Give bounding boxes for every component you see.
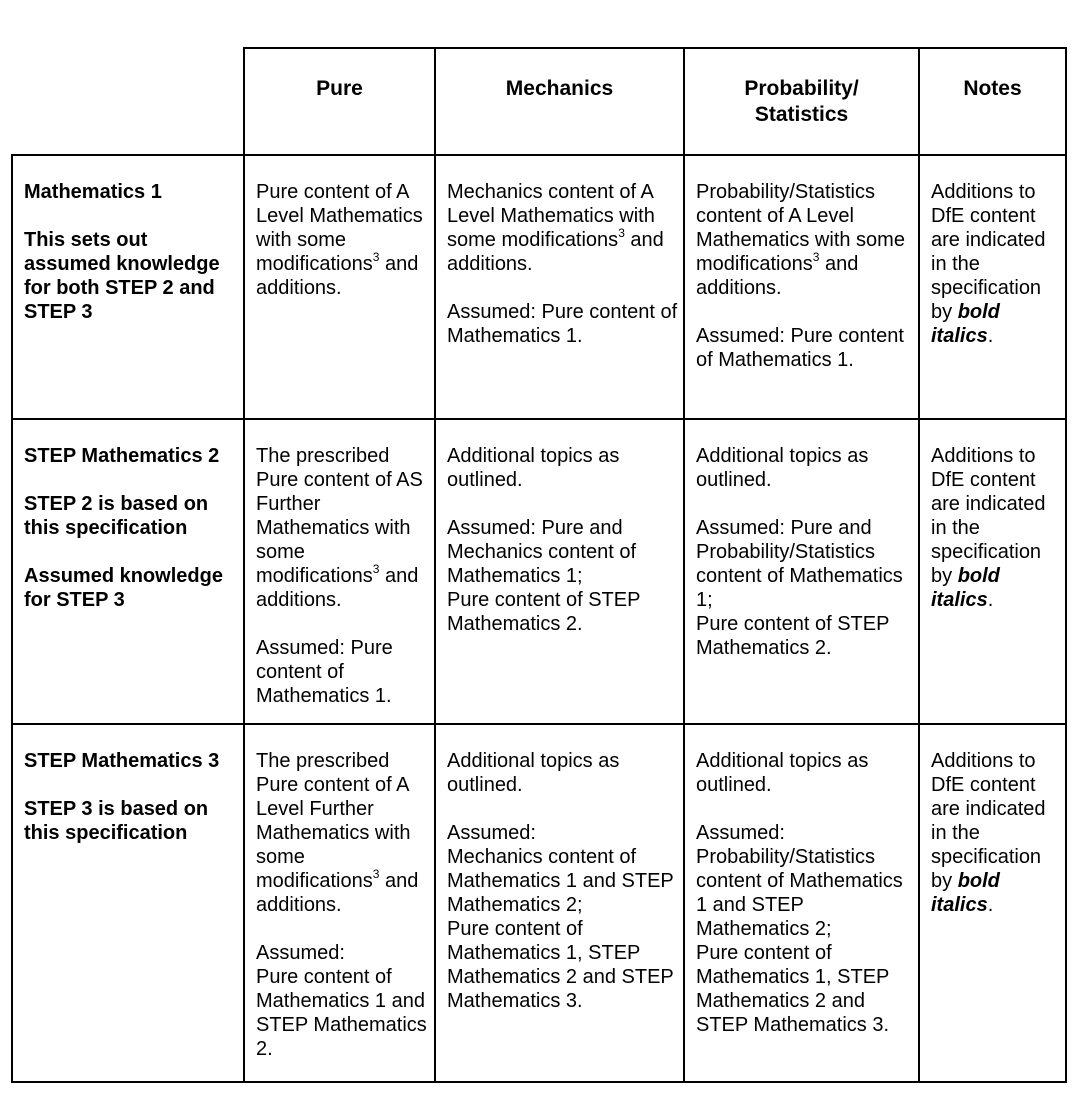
row2-probability-assumed (696, 516, 912, 660)
row2-probability-text: Additional topics as outlined. (696, 445, 869, 491)
row1-probability-text (696, 180, 912, 300)
table-border-bottom (11, 1081, 1067, 1083)
row3-pure-assumed (256, 941, 428, 1061)
row1-probability-main: Probability/Statistics content of A Level Mathematics with some modifications (696, 181, 905, 275)
row2-mechanics-assumed-2: Pure content of STEP Mathematics 2. (447, 589, 641, 635)
row3-mechanics-assumed (447, 821, 679, 1013)
row1-mechanics-tail: and additions. (447, 229, 664, 275)
row2-heading (24, 444, 238, 612)
header-pure-label: Pure (316, 77, 363, 100)
row3-mechanics-text: Additional topics as outlined. (447, 750, 620, 796)
table-border-top-header (243, 47, 1067, 49)
row1-subtitle: This sets out assumed knowledge for both STEP 2 and STEP 3 (24, 229, 220, 323)
row2-notes-emphasis: bold italics (931, 565, 1000, 611)
row2-subtitle: STEP 2 is based on this specification (24, 493, 209, 539)
row3-pure-assumed-1: Assumed: (256, 942, 345, 964)
footnote-ref: 3 (812, 250, 820, 265)
table-divider-pure (243, 47, 245, 1083)
row3-pure-cell (256, 749, 428, 1061)
row3-probability-assumed-3: Pure content of Mathematics 1, STEP Mathematics 2 and STEP Mathematics 3. (696, 942, 890, 1036)
table-border-row1-top (11, 154, 1067, 156)
row2-notes-pre: Additions to DfE content are indicated in the specification by (931, 445, 1046, 587)
row3-notes-pre: Additions to DfE content are indicated in the specification by (931, 750, 1046, 892)
row1-mechanics-text (447, 180, 679, 276)
row2-pure-assumed: Assumed: Pure content of Mathematics 1. (256, 637, 393, 707)
table-border-row3-top (11, 723, 1067, 725)
header-probability-line2: Statistics (754, 103, 849, 126)
row1-mechanics-assumed: Assumed: Pure content of Mathematics 1. (447, 301, 678, 347)
row2-pure-cell (256, 444, 428, 708)
table-border-row2-top (11, 418, 1067, 420)
row3-pure-tail: and additions. (256, 870, 419, 916)
footnote-ref: 3 (372, 867, 380, 882)
header-notes-label: Notes (963, 77, 1022, 100)
row3-mechanics-assumed-2: Mechanics content of Mathematics 1 and STEP Mathematics 2; (447, 846, 674, 916)
row2-mechanics-cell (447, 444, 679, 636)
row1-probability-tail: and additions. (696, 253, 859, 299)
table-border-right (1065, 47, 1067, 1083)
row1-pure-text (256, 180, 428, 300)
row2-pure-tail: and additions. (256, 565, 419, 611)
row1-notes-text (931, 180, 1061, 348)
row3-notes-cell (931, 749, 1061, 917)
row2-mechanics-assumed-1: Assumed: Pure and Mechanics content of Mathematics 1; (447, 517, 636, 587)
row3-subtitle: STEP 3 is based on this specification (24, 798, 209, 844)
row3-probability-assumed (696, 821, 912, 1037)
row2-notes-text (931, 444, 1061, 612)
table-divider-notes (918, 47, 920, 1083)
row2-probability-assumed-1: Assumed: Pure and Probability/Statistics content of Mathematics 1; (696, 517, 903, 611)
header-probability-line1: Probability/ (744, 77, 859, 100)
row2-title: STEP Mathematics 2 (24, 445, 220, 467)
row1-mechanics-main: Mechanics content of A Level Mathematics with some modifications (447, 181, 655, 251)
header-pure (245, 76, 434, 102)
row3-mechanics-assumed-3: Pure content of Mathematics 1, STEP Mathematics 2 and STEP Mathematics 3. (447, 918, 674, 1012)
row2-notes-post: . (987, 589, 994, 611)
row3-pure-text (256, 749, 428, 917)
header-notes (920, 76, 1065, 102)
row3-mechanics-cell (447, 749, 679, 1013)
header-mechanics (436, 76, 683, 102)
row1-title: Mathematics 1 (24, 181, 162, 203)
row1-probability-assumed: Assumed: Pure content of Mathematics 1. (696, 325, 904, 371)
table-divider-mechanics (434, 47, 436, 1083)
footnote-ref: 3 (372, 562, 380, 577)
row1-notes-post: . (987, 325, 994, 347)
footnote-ref: 3 (618, 226, 625, 241)
row3-probability-assumed-1: Assumed: (696, 822, 785, 844)
table-divider-probability (683, 47, 685, 1083)
row1-pure-cell (256, 180, 428, 300)
row3-probability-text: Additional topics as outlined. (696, 750, 869, 796)
row2-subtitle-2: Assumed knowledge for STEP 3 (24, 565, 223, 611)
row3-notes-emphasis: bold italics (931, 870, 1000, 916)
header-mechanics-label: Mechanics (505, 77, 614, 100)
row3-probability-cell (696, 749, 912, 1037)
row3-title: STEP Mathematics 3 (24, 750, 220, 772)
row3-pure-assumed-2: Pure content of Mathematics 1 and STEP Mathematics 2. (256, 966, 427, 1060)
row1-pure-tail: and additions. (256, 253, 419, 299)
row2-probability-cell (696, 444, 912, 660)
row1-notes-pre: Additions to DfE content are indicated in the specification by (931, 181, 1046, 323)
row1-heading (24, 180, 236, 324)
row1-probability-cell (696, 180, 912, 372)
header-probability-statistics (685, 76, 918, 128)
row2-pure-text (256, 444, 428, 612)
row2-notes-cell (931, 444, 1061, 612)
footnote-ref: 3 (372, 250, 380, 265)
row2-mechanics-text: Additional topics as outlined. (447, 445, 620, 491)
row3-mechanics-assumed-1: Assumed: (447, 822, 536, 844)
row1-notes-cell (931, 180, 1061, 348)
row1-mechanics-cell (447, 180, 679, 348)
row3-heading (24, 749, 238, 845)
row2-mechanics-assumed (447, 516, 679, 636)
row3-notes-post: . (987, 894, 994, 916)
row3-notes-text (931, 749, 1061, 917)
row2-probability-assumed-2: Pure content of STEP Mathematics 2. (696, 613, 890, 659)
row2-pure-main: The prescribed Pure content of AS Further Mathematics with some modifications (256, 445, 423, 587)
table-border-left (11, 154, 13, 1083)
row3-probability-assumed-2: Probability/Statistics content of Mathematics 1 and STEP Mathematics 2; (696, 846, 903, 940)
row3-pure-main: The prescribed Pure content of A Level Further Mathematics with some modifications (256, 750, 411, 892)
row1-notes-emphasis: bold italics (931, 301, 1000, 347)
row1-pure-main: Pure content of A Level Mathematics with some modifications (256, 181, 423, 275)
